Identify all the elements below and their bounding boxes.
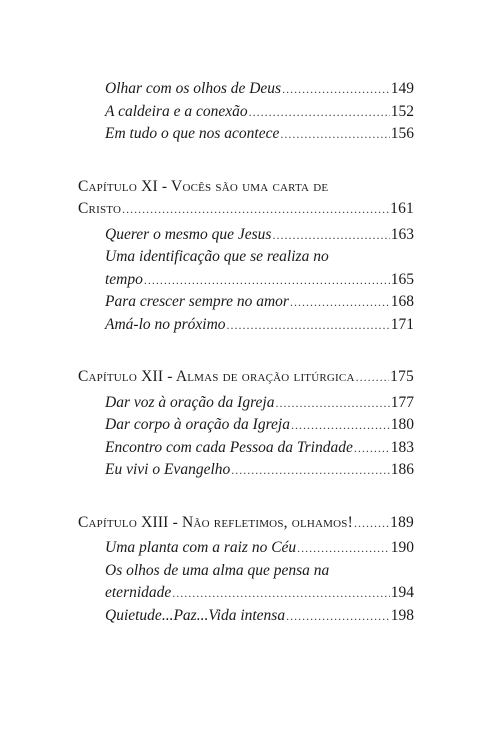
toc-entry[interactable] (78, 582, 414, 605)
toc-section (78, 78, 414, 146)
toc-entry-line1[interactable] (78, 560, 414, 583)
toc-page-number: 149 (390, 80, 414, 97)
toc-entry[interactable] (78, 291, 414, 314)
toc-entry[interactable] (78, 537, 414, 560)
toc-entry[interactable] (78, 414, 414, 437)
toc-chapter-title-line1: Capítulo XI - Vocês são uma carta de (78, 177, 329, 195)
toc-page-number: 168 (390, 293, 414, 310)
toc-page-number: 165 (390, 270, 414, 288)
toc-entry[interactable] (78, 101, 414, 124)
table-of-contents (78, 78, 414, 657)
toc-entry-line1[interactable] (78, 246, 414, 269)
toc-entry-title: Dar voz à oração da Igreja (105, 393, 275, 411)
toc-entry-title-line1: Uma identificação que se realiza no (105, 248, 329, 265)
toc-page-number: 161 (390, 200, 414, 217)
toc-page-number: 171 (390, 315, 414, 333)
toc-section (78, 366, 414, 482)
toc-section (78, 176, 414, 337)
toc-page-number: 175 (390, 368, 414, 385)
toc-entry[interactable] (78, 605, 414, 628)
toc-page-number: 180 (390, 416, 414, 433)
dot-leader (144, 269, 390, 292)
dot-leader (275, 392, 389, 415)
toc-page-number: 183 (390, 438, 414, 456)
toc-chapter-title: Capítulo XII - Almas de oração litúrgica (78, 368, 355, 385)
dot-leader (286, 605, 390, 628)
toc-entry-title: Olhar com os olhos de Deus (105, 80, 282, 97)
toc-entry[interactable] (78, 459, 414, 482)
toc-entry-title: tempo (105, 270, 143, 288)
dot-leader (356, 366, 390, 389)
toc-chapter-title-line2: Cristo (78, 200, 122, 217)
toc-chapter-heading[interactable] (78, 512, 414, 535)
dot-leader (172, 582, 389, 605)
toc-entry-title: A caldeira e a conexão (105, 102, 248, 120)
toc-entry[interactable] (78, 123, 414, 146)
toc-entry-title: Uma planta com a raiz no Céu (105, 539, 297, 556)
toc-chapter-heading[interactable] (78, 366, 414, 389)
toc-section (78, 512, 414, 628)
toc-entry[interactable] (78, 78, 414, 101)
toc-chapter-heading-cont[interactable] (78, 198, 414, 221)
toc-entry[interactable] (78, 392, 414, 415)
dot-leader (249, 101, 390, 124)
toc-entry-title-line1: Os olhos de uma alma que pensa na (105, 561, 330, 579)
toc-page-number: 163 (390, 225, 414, 243)
dot-leader (272, 224, 389, 247)
toc-entry-title: Para crescer sempre no amor (105, 293, 289, 310)
dot-leader (354, 437, 390, 460)
toc-entry[interactable] (78, 269, 414, 292)
toc-page-number: 152 (390, 102, 414, 120)
dot-leader (227, 314, 390, 337)
toc-page-number: 156 (390, 125, 414, 142)
toc-entry-title: Em tudo o que nos acontece (105, 125, 280, 142)
dot-leader (282, 78, 390, 101)
toc-entry[interactable] (78, 224, 414, 247)
dot-leader (297, 537, 390, 560)
dot-leader (280, 123, 389, 146)
toc-page-number: 194 (390, 584, 414, 601)
toc-entry-title: eternidade (105, 584, 172, 601)
dot-leader (354, 512, 389, 535)
toc-page-number: 177 (390, 393, 414, 411)
toc-entry-title: Eu vivi o Evangelho (105, 461, 231, 478)
toc-entry[interactable] (78, 437, 414, 460)
dot-leader (291, 414, 390, 437)
toc-chapter-heading[interactable] (78, 176, 414, 199)
toc-page-number: 186 (390, 461, 414, 478)
toc-page-number: 189 (390, 513, 414, 531)
dot-leader (290, 291, 390, 314)
toc-entry-title: Amá-lo no próximo (105, 315, 226, 333)
toc-entry-title: Querer o mesmo que Jesus (105, 225, 272, 243)
toc-entry-title: Quietude...Paz...Vida intensa (105, 606, 286, 624)
toc-page-number: 198 (390, 606, 414, 624)
toc-entry-title: Dar corpo à oração da Igreja (105, 416, 290, 433)
dot-leader (231, 459, 390, 482)
toc-chapter-title: Capítulo XIII - Não refletimos, olhamos! (78, 513, 353, 531)
toc-page-number: 190 (390, 539, 414, 556)
toc-entry[interactable] (78, 314, 414, 337)
dot-leader (122, 198, 389, 221)
toc-entry-title: Encontro com cada Pessoa da Trindade (105, 438, 353, 456)
